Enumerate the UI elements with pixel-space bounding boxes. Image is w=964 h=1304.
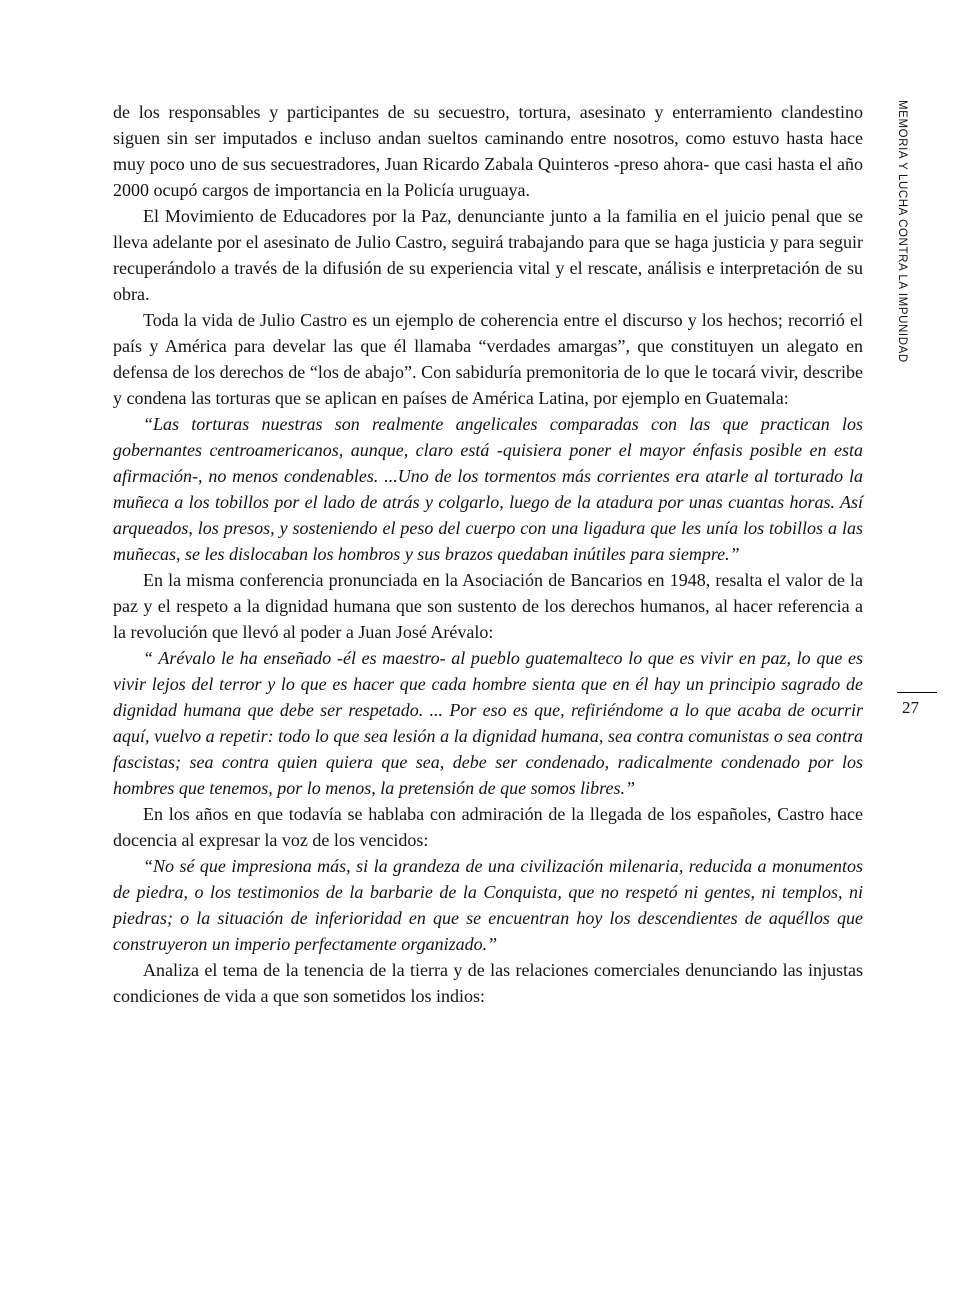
paragraph: El Movimiento de Educadores por la Paz, denunciante junto a la familia en el juicio penal que se lleva adelante por el asesinato de Julio Castro, seguirá trabajando para que se haga justicia y para seguir recuperándolo a través de la difusión de su experiencia vital y el rescate, análisis e interpretación de su obra. xyxy=(113,206,863,304)
paragraph: Toda la vida de Julio Castro es un ejemplo de coherencia entre el discurso y los hechos; recorrió el país y América para develar las que él llamaba “verdades amargas”, que constituyen un alegato en defensa de los derechos de “los de abajo”. Con sabiduría premonitoria de lo que le tocará vivir, describe y condena las torturas que se aplican en países de América Latina, por ejemplo en Guatemala: xyxy=(113,310,863,408)
paragraph: Analiza el tema de la tenencia de la tierra y de las relaciones comerciales denunciando las injustas condiciones de vida a que son sometidos los indios: xyxy=(113,960,863,1006)
paragraph: de los responsables y participantes de su secuestro, tortura, asesinato y enterramiento clandestino siguen sin ser imputados e incluso andan sueltos caminando entre nosotros, como estuvo hasta hace muy poco uno de sus secuestradores, Juan Ricardo Zabala Quinteros -preso ahora- que casi hasta el año 2000 ocupó cargos de importancia en la Policía uruguaya. xyxy=(113,102,863,200)
running-head-vertical: MEMORIA Y LUCHA CONTRA LA IMPUNIDAD xyxy=(896,100,908,363)
paragraph: En la misma conferencia pronunciada en la Asociación de Bancarios en 1948, resalta el valor de la paz y el respeto a la dignidad humana que son sustento de los derechos humanos, al hacer referencia a la revolución que llevó al poder a Juan José Arévalo: xyxy=(113,570,863,642)
paragraph: En los años en que todavía se hablaba con admiración de la llegada de los españoles, Castro hace docencia al expresar la voz de los vencidos: xyxy=(113,804,863,850)
page-number-block xyxy=(897,692,939,718)
body-text xyxy=(113,99,863,1009)
paragraph-quote: “ Arévalo le ha enseñado -él es maestro- al pueblo guatemalteco lo que es vivir en paz, lo que es vivir lejos del terror y lo que es hacer que cada hombre sienta que en él hay un principio sagrado de dignidad humana que debe ser respetado. ... Por eso es que, refiriéndome a lo que acaba de ocurrir aquí, vuelvo a repetir: todo lo que sea lesión a la dignidad humana, sea contra comunistas o sea contra fascistas; sea contra quien quiera que sea, debe ser condenado, radicalmente condenado por los hombres que tenemos, por lo menos, la pretensión de que somos libres.” xyxy=(113,648,863,798)
paragraph-quote: “No sé que impresiona más, si la grandeza de una civilización milenaria, reducida a monumentos de piedra, o los testimonios de la barbarie de la Conquista, que no respetó ni gentes, ni templos, ni piedras; o la situación de inferioridad en que se encuentran hoy los descendientes de aquéllos que construyeron un imperio perfectamente organizado.” xyxy=(113,856,863,954)
page-number-rule xyxy=(897,692,937,693)
paragraph-quote: “Las torturas nuestras son realmente angelicales comparadas con las que practican los gobernantes centroamericanos, aunque, claro está -quisiera poner el mayor énfasis posible en esta afirmación-, no menos condenables. ...Uno de los tormentos más corrientes era atarle al torturado la muñeca a los tobillos por el lado de atrás y colgarlo, luego de la atadura por unas cuantas horas. Así arqueados, los presos, y sosteniendo el peso del cuerpo con una ligadura que les unía los tobillos a las muñecas, se les dislocaban los hombros y sus brazos quedaban inútiles para siempre.” xyxy=(113,414,863,564)
page-number: 27 xyxy=(902,698,919,717)
